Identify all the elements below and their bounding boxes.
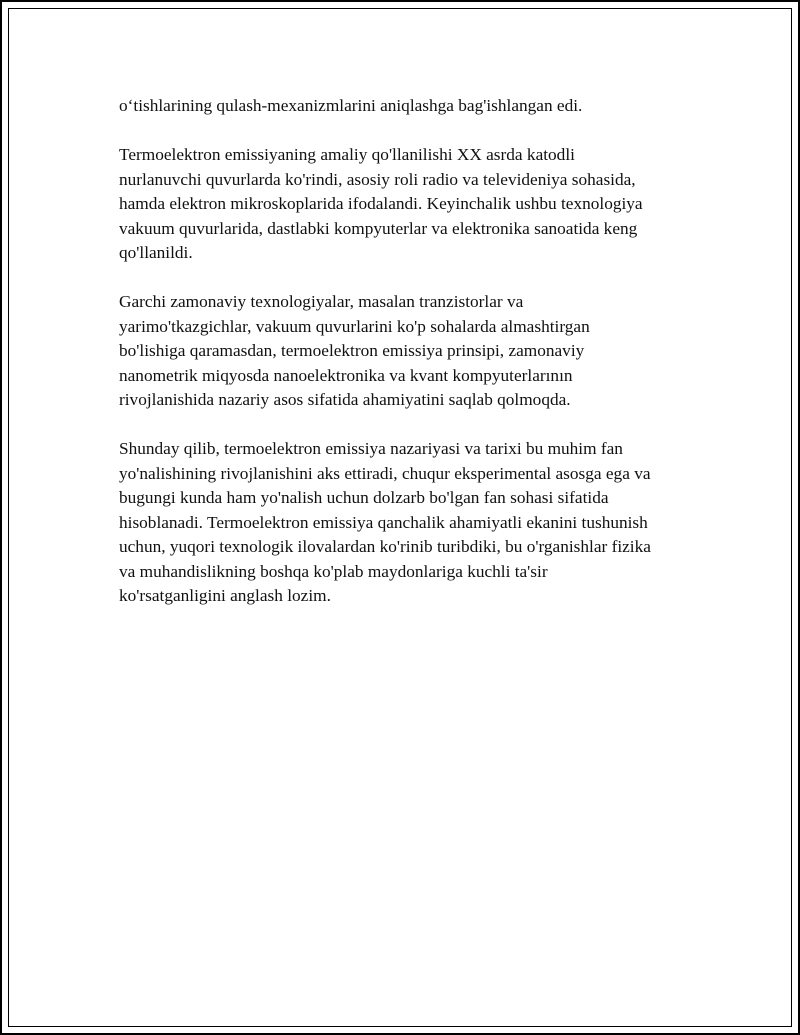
text-line: va muhandislikning boshqa ko'plab maydonlariga kuchli ta'sir [119,561,548,581]
text-line: qo'llanildi. [119,243,193,262]
text-line: ko'rsatganligini anglash lozim. [119,586,331,605]
text-line: Garchi zamonaviy texnologiyalar, masalan tranzistorlar va [119,292,524,311]
text-line: vakuum quvurlarida, dastlabki kompyuterlar va elektronika sanoatida keng [119,218,638,238]
text-line: bo'lishiga qaramasdan, termoelektron emissiya prinsipi, zamonaviy [119,341,585,360]
text-line: hamda elektron mikroskoplarida ifodalandi. Keyinchalik ushbu texnologiya [119,194,643,213]
text-line: hisoblanadi. Termoelektron emissiya qanchalik ahamiyatli ekanini tushunish [119,512,648,532]
paragraph-4 [119,437,699,609]
text-line: uchun, yuqori texnologik ilovalardan ko'rinib turibdiki, bu o'rganishlar fizika [119,537,651,556]
text-line: o‘tishlarining qulash-mexanizmlarini aniqlashga bag'ishlangan edi. [119,96,583,115]
text-line: nurlanuvchi quvurlarda ko'rindi, asosiy roli radio va televideniya sohasida, [119,169,636,189]
text-line: rivojlanishida nazariy asos sifatida ahamiyatini saqlab qolmoqda. [119,390,571,409]
text-line: bugungi kunda ham yo'nalish uchun dolzarb bo'lgan fan sohasi sifatida [119,488,609,507]
text-line: Termoelektron emissiyaning amaliy qo'llanilishi XX asrda katodli [119,145,575,164]
text-line: yarimo'tkazgichlar, vakuum quvurlarini ko'p sohalarda almashtirgan [119,316,590,336]
text-line: nanometrik miqyosda nanoelektronika va kvant kompyuterlarının [119,365,573,385]
paragraph-1 [119,94,699,119]
paragraph-3 [119,290,699,413]
document-body [119,94,699,633]
text-line: Shunday qilib, termoelektron emissiya nazariyasi va tarixi bu muhim fan [119,439,623,458]
text-line: yo'nalishining rivojlanishini aks ettiradi, chuqur eksperimental asosga ega va [119,463,651,483]
paragraph-2 [119,143,699,266]
